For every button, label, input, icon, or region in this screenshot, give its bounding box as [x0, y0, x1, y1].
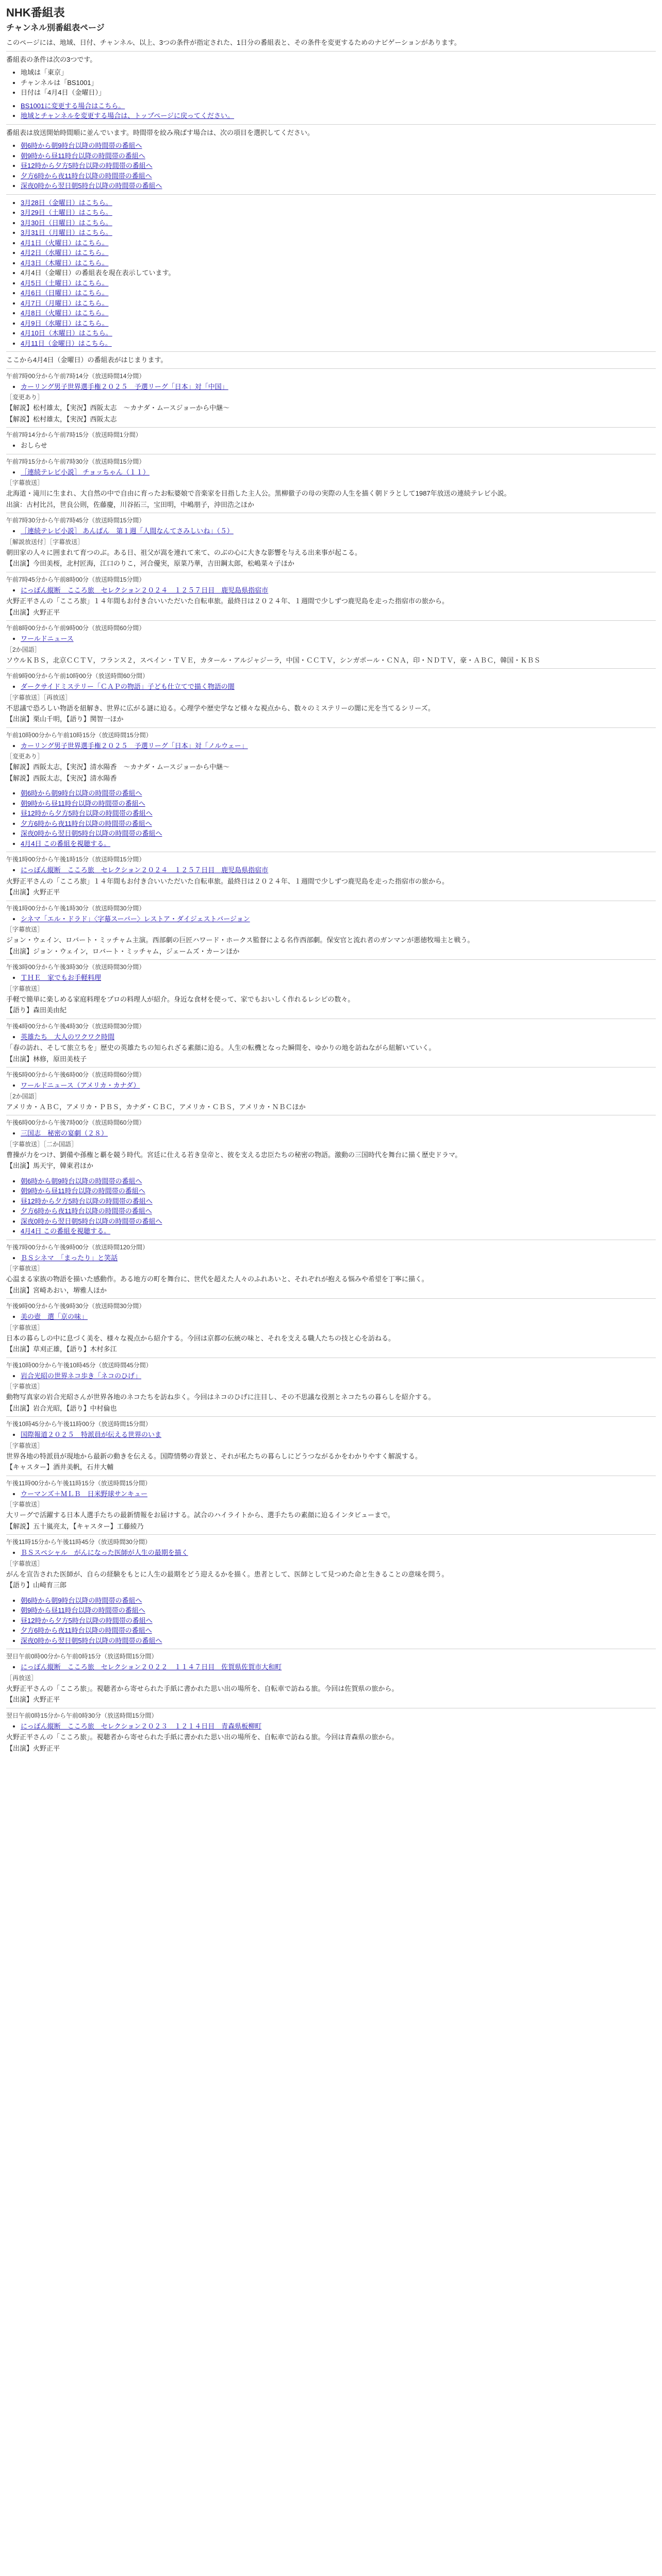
page-title: NHK番組表 — [6, 6, 65, 19]
program-desc: 大リーグで活躍する日本人選手たちの最新情報をお届けする。試合のハイライトから、選手たちの素顔に迫るインタビューまで。 — [6, 1511, 394, 1519]
program-title-link[interactable]: 三国志 秘密の宴劇（２８） — [21, 1129, 108, 1137]
program-desc: 【解説】松村雄太，【実況】西阪太志 ～カナダ・ムースジョーから中継～ — [6, 404, 230, 412]
program-desc: 火野正平さんの「こころ旅」１４年間もお付き合いいただいた自転車旅。最終日は２０２４年、１週間で少しずつ鹿児島を走った指宿市の旅から。 — [6, 877, 449, 885]
program-item — [6, 1298, 656, 1358]
hour-link-afternoon[interactable]: 昼12時から夕方5時台以降の時間帯の番組へ — [21, 809, 153, 817]
hour-link-morning[interactable]: 朝6時から朝9時台以降の時間帯の番組へ — [21, 789, 142, 797]
program-title-link[interactable]: シネマ「エル・ドラド」〈字幕スーパー〉レストア・ダイジェストバージョン — [21, 914, 250, 923]
program-title-link[interactable]: 岩合光昭の世界ネコ歩き「ネコのひげ」 — [21, 1371, 142, 1380]
divider — [6, 194, 656, 195]
program-item — [6, 1240, 656, 1299]
program-tags: ［2か国語］ — [6, 1092, 41, 1100]
program-item — [6, 959, 656, 1019]
program-time: 午後1時00分から午後1時30分（放送時間30分間） — [6, 904, 145, 912]
program-tags: ［字幕放送］ — [6, 1324, 44, 1331]
program-desc: 【解説】西阪太志，【実況】清水陽香 ～カナダ・ムースジョーから中継～ — [6, 763, 230, 771]
program-item — [6, 513, 656, 572]
divider — [6, 51, 656, 52]
program-meta: 【出演】今田美桜，北村匠海，江口のりこ，河合優実，原菜乃華，吉田鋼太郎，松嶋菜々子ほか — [6, 560, 295, 567]
program-desc: 火野正平さんの「こころ旅」１４年間もお付き合いいただいた自転車旅。最終日は２０２４年、１週間で少しずつ鹿児島を走った指宿市の旅から。 — [6, 597, 449, 605]
program-item — [6, 368, 656, 428]
program-meta: 【出演】火野正平 — [6, 1744, 60, 1752]
program-title-link[interactable]: ［連続テレビ小説］ チョッちゃん（１１） — [21, 468, 150, 476]
program-item — [6, 1708, 656, 1757]
date-link[interactable]: 4月8日（火曜日）はこちら。 — [21, 309, 109, 317]
program-tags: ［字幕放送］ — [6, 1383, 44, 1390]
date-link[interactable]: 4月2日（水曜日）はこちら。 — [21, 249, 109, 257]
date-link[interactable]: 4月1日（火曜日）はこちら。 — [21, 239, 109, 247]
date-link[interactable]: 4月11日（金曜日）はこちら。 — [21, 339, 112, 347]
program-time: 午後7時00分から午後9時00分（放送時間120分間） — [6, 1243, 149, 1251]
program-desc: 曹操が力をつけ、劉備や孫権と覇を競う時代。宮廷に仕える若き皇帝と、彼を支える忠臣たちの秘密の物語。激動の三国時代を舞台に描く歴史ドラマ。 — [6, 1150, 462, 1159]
program-desc: 不思議で恐ろしい物語を紐解き、世界に広がる謎に迫る。心理学や歴史学など様々な視点から、数々のミステリーの闇に光を当てるシリーズ。 — [6, 704, 435, 712]
program-desc: 「春の訪れ、そして旅立ちを」歴史の英雄たちの知られざる素顔に迫る。人生の転機となった瞬間を、ゆかりの地を訪ねながら紐解いていく。 — [6, 1044, 436, 1052]
program-tags: ［字幕放送］ — [6, 926, 44, 933]
watch-link[interactable]: 4月4日 この番組を視聴する。 — [21, 839, 111, 848]
hour-link-evening[interactable]: 夕方6時から夜11時台以降の時間帯の番組へ — [21, 819, 152, 827]
program-time: 午後4時00分から午後4時30分（放送時間30分間） — [6, 1022, 145, 1030]
program-time: 午前7時30分から午前7時45分（放送時間15分間） — [6, 517, 145, 524]
list-heading: ここから4月4日（金曜日）の番組表がはじまります。 — [6, 356, 168, 364]
program-desc: がんを宣告された医師が、自らの経験をもとに人生の最期をどう迎えるかを描く。患者として、医師として見つめた命と生きることの意味を問う。 — [6, 1570, 449, 1578]
date-links — [6, 198, 656, 349]
date-link[interactable]: 4月5日（土曜日）はこちら。 — [21, 279, 109, 287]
program-meta: 【解説】五十嵐亮太，【キャスター】工藤綾乃 — [6, 1522, 144, 1530]
program-item — [6, 1115, 656, 1174]
date-link[interactable]: 4月7日（月曜日）はこちら。 — [21, 299, 109, 307]
hour-link-morning[interactable]: 朝6時から朝9時台以降の時間帯の番組へ — [21, 1596, 142, 1604]
hour-link-afternoon[interactable]: 昼12時から夕方5時台以降の時間帯の番組へ — [21, 1616, 153, 1624]
date-link[interactable]: 4月6日（日曜日）はこちら。 — [21, 289, 109, 297]
program-desc: 心温まる家族の物語を描いた感動作。ある地方の町を舞台に、世代を超えた人々のふれあいと、それぞれが抱える悩みや希望を丁寧に描く。 — [6, 1275, 428, 1283]
hour-nav-block — [6, 1596, 656, 1646]
hour-link-late-morning[interactable]: 朝9時から昼11時台以降の時間帯の番組へ — [21, 1187, 145, 1195]
divider — [6, 124, 656, 125]
program-item — [6, 572, 656, 621]
program-title-link[interactable]: ダークサイドミステリー「ＣＡＰの物語」子ども仕立てで描く物語の闇 — [21, 683, 235, 690]
date-link[interactable]: 3月28日（金曜日）はこちら。 — [21, 198, 112, 207]
program-item — [6, 852, 656, 901]
change-links — [6, 101, 656, 121]
program-tags: ［字幕放送］ — [6, 1501, 44, 1508]
program-meta: 【解説】松村雄太，【実況】西阪太志 — [6, 415, 117, 423]
hour-link-midnight[interactable]: 深夜0時から翌日朝5時台以降の時間帯の番組へ — [21, 829, 162, 837]
hour-link-evening[interactable]: 夕方6時から夜11時台以降の時間帯の番組へ — [21, 1626, 152, 1634]
program-title-link[interactable]: にっぽん縦断 こころ旅 セレクション２０２４ １２５７日目 鹿児島県指宿市 — [21, 586, 269, 594]
program-tags: ［字幕放送］ — [6, 1442, 44, 1449]
program-meta: 【出演】火野正平 — [6, 608, 60, 616]
program-desc: 日本の暮らしの中に息づく美を、様々な視点から紹介する。今回は京都の伝統の味と、それを支える職人たちの技と心を訪ねる。 — [6, 1334, 395, 1342]
program-tags: ［字幕放送］［二か国語］ — [6, 1140, 78, 1148]
program-desc: ソウルＫＢＳ，北京ＣＣＴＶ，フランス２，スペイン・ＴＶＥ，カタール・アルジャジーラ，中国・ＣＣＴＶ，シンガポール・ＣＮＡ，印・ＮＤＴＶ，豪・ＡＢＣ，韓国・ＫＢＳ — [6, 656, 541, 664]
divider — [6, 351, 656, 352]
program-title-link[interactable]: にっぽん縦断 こころ旅 セレクション２０２３ １２１４日目 青森県板柳町 — [21, 1722, 262, 1730]
program-meta: 【出演】岩合光昭，【語り】中村倫也 — [6, 1404, 117, 1412]
hour-link-midnight[interactable]: 深夜0時から翌日朝5時台以降の時間帯の番組へ — [21, 1636, 162, 1645]
program-time: 午前7時15分から午前7時30分（放送時間15分間） — [6, 457, 145, 465]
program-item — [6, 1476, 656, 1535]
program-meta: 【語り】山崎育三郎 — [6, 1581, 67, 1589]
program-time: 午後3時00分から午後3時30分（放送時間30分間） — [6, 963, 145, 971]
program-tags: ［変更あり］ — [6, 394, 44, 401]
program-tags: ［変更あり］ — [6, 753, 44, 760]
date-link[interactable]: 4月3日（木曜日）はこちら。 — [21, 259, 109, 267]
program-meta: 【解説】西阪太志，【実況】清水陽香 — [6, 774, 117, 782]
program-desc: 火野正平さんの「こころ旅」。視聴者から寄せられた手紙に書かれた思い出の場所を、自転車で訪ねる旅。今回は青森県の旅から。 — [6, 1733, 399, 1741]
program-title-link[interactable]: ワールドニュース（アメリカ・カナダ） — [21, 1081, 140, 1089]
program-meta: 【出演】宮崎あおい，堺雅人ほか — [6, 1286, 107, 1294]
program-desc: 手軽で簡単に楽しめる家庭料理をプロの料理人が紹介。身近な食材を使って、家でもおいしく作れるレシピの数々。 — [6, 995, 355, 1003]
hour-link-midnight[interactable]: 深夜0時から翌日朝5時台以降の時間帯の番組へ — [21, 182, 162, 190]
hour-link-late-morning[interactable]: 朝9時から昼11時台以降の時間帯の番組へ — [21, 1606, 145, 1614]
conditions-heading: 番組表の条件は次の3つです。 — [6, 55, 97, 63]
program-time: 翌日午前0時00分から午前0時15分（放送時間15分間） — [6, 1653, 158, 1660]
program-title-link[interactable]: 美の壺 選「京の味」 — [21, 1313, 88, 1320]
date-link[interactable]: 4月9日（水曜日）はこちら。 — [21, 319, 109, 327]
program-item — [6, 1649, 656, 1708]
program-time: 午後6時00分から午後7時00分（放送時間60分間） — [6, 1119, 145, 1126]
program-item — [6, 1067, 656, 1115]
program-desc: 火野正平さんの「こころ旅」。視聴者から寄せられた手紙に書かれた思い出の場所を、自転車で訪ねる旅。今回は佐賀県の旅から。 — [6, 1684, 399, 1692]
program-tags: ［字幕放送］ — [6, 1560, 44, 1567]
program-meta: 【出演】馬天宇，韓東君ほか — [6, 1162, 94, 1170]
program-meta: 【出演】火野正平 — [6, 1696, 60, 1703]
date-link[interactable]: 3月31日（月曜日）はこちら。 — [21, 229, 112, 236]
program-item — [6, 1416, 656, 1476]
watch-link[interactable]: 4月4日 この番組を視聴する。 — [21, 1227, 111, 1235]
hour-link-morning[interactable]: 朝6時から朝9時台以降の時間帯の番組へ — [21, 1177, 142, 1185]
condition-item: • 地域は「東京」 — [21, 67, 656, 78]
program-tags: ［再放送］ — [6, 1674, 38, 1682]
program-tags: ［字幕放送］ — [6, 479, 44, 486]
program-time: 午後11時15分から午後11時45分（放送時間30分間） — [6, 1538, 151, 1546]
conditions-list — [6, 67, 656, 98]
program-title-link[interactable]: ＢＳスペシャル がんになった医師が人生の最期を描く — [21, 1549, 188, 1556]
program-time: 午前7時14分から午前7時15分（放送時間1分間） — [6, 431, 142, 438]
hour-link-afternoon[interactable]: 昼12時から夕方5時台以降の時間帯の番組へ — [21, 1197, 153, 1205]
hour-link-morning[interactable]: 朝6時から朝9時台以降の時間帯の番組へ — [21, 142, 142, 149]
program-tags: ［2か国語］ — [6, 646, 41, 653]
date-link[interactable]: 3月30日（日曜日）はこちら。 — [21, 218, 112, 227]
hour-link-afternoon[interactable]: 昼12時から夕方5時台以降の時間帯の番組へ — [21, 162, 153, 170]
back-to-top-link[interactable]: 地域とチャンネルを変更する場合は、トップページに戻ってください。 — [21, 112, 235, 120]
program-list — [6, 368, 656, 1757]
program-title-link[interactable]: 英雄たち 大人のワクワク時間 — [21, 1032, 115, 1041]
program-desc: ジョン・ウェイン、ロバート・ミッチャム主演。西部劇の巨匠ハワード・ホークス監督による名作西部劇。保安官と流れ者のガンマンが悪徳牧場主と戦う。 — [6, 936, 474, 944]
program-meta: 出演：古村比呂，世良公則，佐藤慶，川谷拓三，宝田明，中嶋朋子，沖田浩之ほか — [6, 500, 255, 509]
program-item — [6, 427, 656, 454]
program-time: 午後10時00分から午後10時45分（放送時間45分間） — [6, 1361, 152, 1369]
program-title-link[interactable]: カーリング男子世界選手権２０２５ 予選リーグ「日本」対「ノルウェー」 — [21, 741, 248, 750]
program-item — [6, 668, 656, 727]
program-desc: 北海道・滝川に生まれ、大自然の中で自由に育ったお転婆娘で音楽家を目指した主人公。黒柳徹子の母の実際の人生を描く朝ドラとして1987年放送の連続テレビ小説。 — [6, 489, 511, 497]
hour-nav-block — [6, 788, 656, 849]
program-tags: ［字幕放送］［再放送］ — [6, 693, 72, 701]
hour-nav-block — [6, 1176, 656, 1236]
condition-item: • チャンネルは「BS1001」 — [21, 78, 656, 88]
program-title-link[interactable]: カーリング男子世界選手権２０２５ 予選リーグ「日本」対「中国」 — [21, 382, 228, 391]
hour-link-late-morning[interactable]: 朝9時から昼11時台以降の時間帯の番組へ — [21, 151, 145, 160]
program-meta: 【出演】ジョン・ウェイン，ロバート・ミッチャム，ジェームズ・カーンほか — [6, 947, 240, 955]
page-intro: このページには、地域、日付、チャンネル、以上、3つの条件が指定された、1日分の番組表と、その条件を変更するためのナビゲーションがあります。 — [6, 39, 461, 46]
hour-links — [6, 141, 656, 191]
hour-link-late-morning[interactable]: 朝9時から昼11時台以降の時間帯の番組へ — [21, 799, 145, 807]
program-meta: 【出演】草刈正雄，【語り】木村多江 — [6, 1345, 117, 1353]
program-title-link[interactable]: 国際報道２０２５ 特派員が伝える世界のいま — [21, 1431, 162, 1438]
change-channel-link[interactable]: BS1001に変更する場合はこちら。 — [21, 101, 125, 110]
program-time: 午後9時00分から午後9時30分（放送時間30分間） — [6, 1302, 145, 1310]
program-time: 午前7時45分から午前8時00分（放送時間15分間） — [6, 575, 145, 583]
program-time: 午前7時00分から午前7時14分（放送時間14分間） — [6, 372, 145, 380]
program-meta: 【語り】森田美由紀 — [6, 1006, 67, 1014]
program-time: 午前8時00分から午前9時00分（放送時間60分間） — [6, 624, 145, 632]
program-time: 午後11時00分から午後11時15分（放送時間15分間） — [6, 1479, 151, 1487]
program-title-link[interactable]: ウーマンズ＋ＭＬＢ 日米野球サンキュー — [21, 1489, 147, 1498]
program-desc: 朝田家の人々に囲まれて育つのぶ。ある日、祖父が嵩を連れて来て、のぶの心に大きな影響を与える出来事が起こる。 — [6, 548, 362, 556]
page-subtitle: チャンネル別番組表ページ — [6, 24, 105, 32]
hour-link-evening[interactable]: 夕方6時から夜11時台以降の時間帯の番組へ — [21, 1207, 152, 1215]
program-desc: アメリカ・ＡＢＣ，アメリカ・ＰＢＳ，カナダ・ＣＢＣ，アメリカ・ＣＢＳ，アメリカ・ＮＢＣほか — [6, 1103, 306, 1111]
program-time: 午後5時00分から午後6時00分（放送時間60分間） — [6, 1071, 145, 1078]
program-title-link[interactable]: ＢＳシネマ 「まったり」と笑話 — [21, 1253, 118, 1262]
program-time: 翌日午前0時15分から午前0時30分（放送時間15分間） — [6, 1711, 158, 1719]
program-title: おしらせ — [21, 442, 47, 449]
program-title-link[interactable]: ワールドニュース — [21, 635, 74, 642]
program-time: 午後10時45分から午後11時00分（放送時間15分間） — [6, 1420, 152, 1428]
program-title-link[interactable]: にっぽん縦断 こころ旅 セレクション２０２２ １１４７日目 佐賀県佐賀市大和町 — [21, 1663, 282, 1671]
program-desc: 動物写真家の岩合光昭さんが世界各地のネコたちを訪ね歩く。今回はネコのひげに注目し、その不思議な役割とネコたちの暮らしを紹介する。 — [6, 1393, 435, 1401]
condition-item: • 日付は「4月4日（金曜日）」 — [21, 88, 656, 98]
program-item — [6, 901, 656, 960]
program-item — [6, 1358, 656, 1417]
program-meta: 【出演】林修，原田美枝子 — [6, 1055, 87, 1063]
program-tags: ［解説放送付］［字幕放送］ — [6, 538, 84, 546]
program-meta: 【キャスター】酒井美帆，石井大輔 — [6, 1463, 114, 1471]
hour-link-evening[interactable]: 夕方6時から夜11時台以降の時間帯の番組へ — [21, 172, 152, 180]
date-link[interactable]: 4月10日（木曜日）はこちら。 — [21, 329, 112, 337]
program-item — [6, 454, 656, 513]
program-title-link[interactable]: にっぽん縦断 こころ旅 セレクション２０２４ １２５７日目 鹿児島県指宿市 — [21, 866, 269, 874]
program-item — [6, 620, 656, 668]
program-meta: 【出演】栗山千明，【語り】関智一ほか — [6, 715, 124, 723]
date-link[interactable]: 3月29日（土曜日）はこちら。 — [21, 209, 112, 216]
program-tags: ［字幕放送］ — [6, 985, 44, 992]
program-time: 午前10時00分から午前10時15分（放送時間15分間） — [6, 731, 152, 739]
program-time: 午後1時00分から午後1時15分（放送時間15分間） — [6, 856, 145, 863]
program-desc: 世界各地の特派員が現地から最新の動きを伝える。国際情勢の背景と、それが私たちの暮らしにどうつながるかをわかりやすく解説する。 — [6, 1452, 422, 1460]
program-time: 午前9時00分から午前10時00分（放送時間60分間） — [6, 672, 149, 680]
hour-link-midnight[interactable]: 深夜0時から翌日朝5時台以降の時間帯の番組へ — [21, 1217, 162, 1225]
program-title-link[interactable]: ＴＨＥ 家でもお手軽料理 — [21, 974, 102, 981]
program-item — [6, 1019, 656, 1067]
program-title-link[interactable]: ［連続テレビ小説］ あんぱん 第１週「人間なんてさみしいね」（５） — [21, 527, 234, 535]
program-item — [6, 727, 656, 787]
program-tags: ［字幕放送］ — [6, 1265, 44, 1272]
program-meta: 【出演】火野正平 — [6, 888, 60, 896]
hour-note: 番組表は放送開始時間順に並んでいます。時間帯を絞み飛ばす場合は、次の項目を選択してください。 — [6, 128, 314, 137]
program-item — [6, 1534, 656, 1594]
current-date-label: 4月4日（金曜日）の番組表を現在表示しています。 — [21, 269, 175, 277]
